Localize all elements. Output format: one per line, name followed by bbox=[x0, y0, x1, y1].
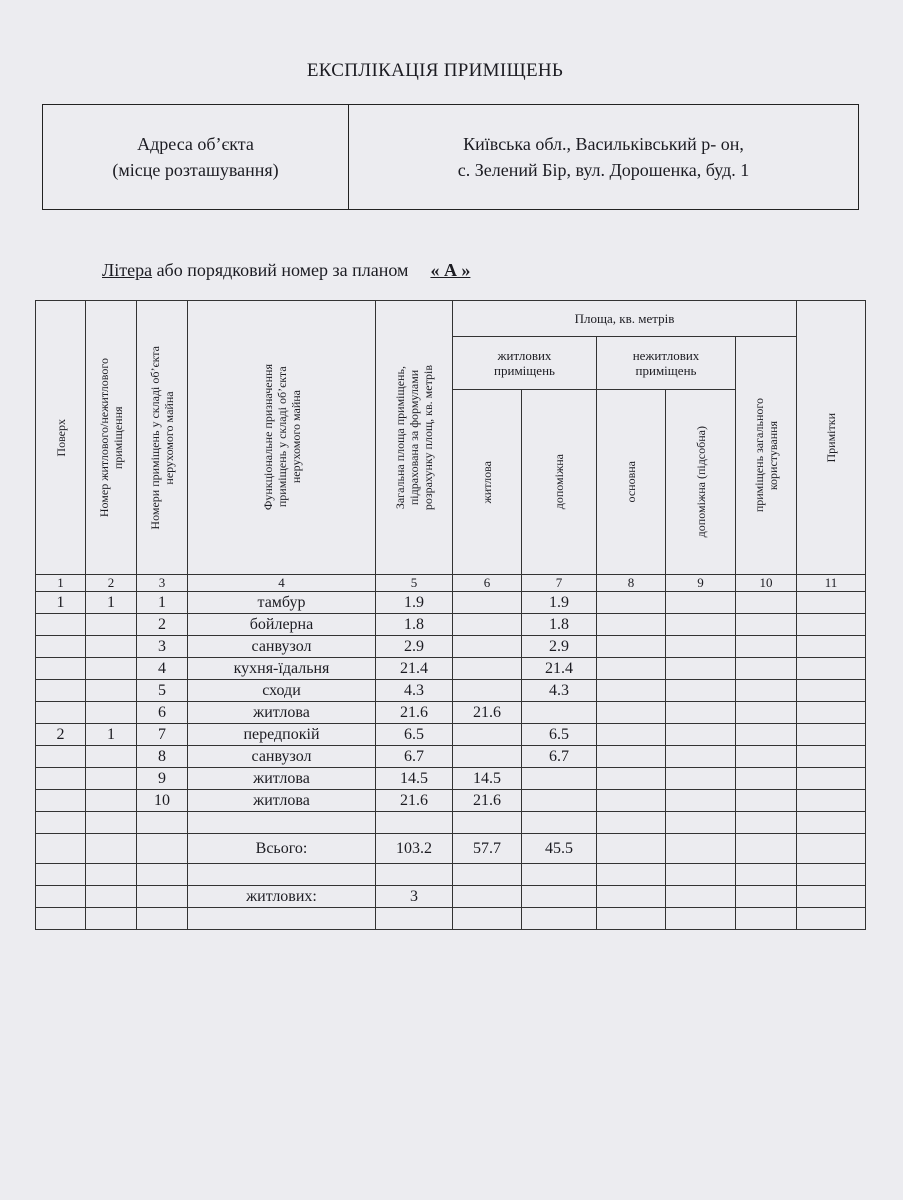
table-row bbox=[36, 680, 866, 702]
cell-floor bbox=[36, 834, 86, 864]
cell-empty bbox=[597, 614, 666, 636]
cell-living: 57.7 bbox=[453, 834, 522, 864]
cell-total bbox=[376, 812, 453, 834]
cell-empty bbox=[797, 864, 866, 886]
table-row bbox=[36, 614, 866, 636]
header-notes: Примітки bbox=[797, 301, 866, 575]
cell-empty bbox=[666, 768, 736, 790]
cell-empty bbox=[597, 908, 666, 930]
cell-empty bbox=[797, 768, 866, 790]
cell-apt bbox=[86, 614, 137, 636]
cell-total bbox=[376, 864, 453, 886]
cell-empty bbox=[797, 812, 866, 834]
cell-living: 21.6 bbox=[453, 790, 522, 812]
cell-auxiliary: 4.3 bbox=[522, 680, 597, 702]
cell-room bbox=[137, 886, 188, 908]
cell-empty bbox=[736, 886, 797, 908]
cell-total: 21.6 bbox=[376, 702, 453, 724]
cell-function bbox=[188, 864, 376, 886]
cell-room: 2 bbox=[137, 614, 188, 636]
col-num: 5 bbox=[376, 575, 453, 592]
cell-auxiliary bbox=[522, 886, 597, 908]
cell-apt bbox=[86, 658, 137, 680]
cell-empty bbox=[797, 724, 866, 746]
address-value-line1: Київська обл., Васильківський р- он, bbox=[463, 134, 744, 154]
address-label-cell bbox=[43, 105, 349, 209]
cell-living bbox=[453, 592, 522, 614]
cell-apt bbox=[86, 636, 137, 658]
cell-auxiliary bbox=[522, 702, 597, 724]
cell-apt bbox=[86, 812, 137, 834]
cell-room: 4 bbox=[137, 658, 188, 680]
cell-function: житлових: bbox=[188, 886, 376, 908]
header-room-numbers: Номери приміщень у складі об’єкта нерухомого майна bbox=[137, 301, 188, 575]
cell-empty bbox=[597, 886, 666, 908]
cell-total: 14.5 bbox=[376, 768, 453, 790]
cell-function bbox=[188, 908, 376, 930]
cell-empty bbox=[797, 834, 866, 864]
cell-empty bbox=[597, 746, 666, 768]
cell-living bbox=[453, 636, 522, 658]
cell-empty bbox=[736, 812, 797, 834]
table-row bbox=[36, 864, 866, 886]
cell-room: 1 bbox=[137, 592, 188, 614]
cell-empty bbox=[797, 886, 866, 908]
cell-apt: 1 bbox=[86, 724, 137, 746]
cell-empty bbox=[597, 812, 666, 834]
cell-function bbox=[188, 812, 376, 834]
cell-empty bbox=[797, 790, 866, 812]
table-row bbox=[36, 658, 866, 680]
cell-empty bbox=[666, 724, 736, 746]
cell-floor bbox=[36, 614, 86, 636]
header-auxiliary: допоміжна bbox=[522, 390, 597, 575]
cell-empty bbox=[666, 864, 736, 886]
cell-living: 21.6 bbox=[453, 702, 522, 724]
address-label-line1: Адреса об’єкта bbox=[137, 134, 254, 154]
cell-floor bbox=[36, 886, 86, 908]
cell-function: передпокій bbox=[188, 724, 376, 746]
cell-total: 21.4 bbox=[376, 658, 453, 680]
explication-table bbox=[35, 300, 866, 930]
cell-living: 14.5 bbox=[453, 768, 522, 790]
cell-empty bbox=[797, 592, 866, 614]
table-row bbox=[36, 886, 866, 908]
cell-auxiliary: 1.8 bbox=[522, 614, 597, 636]
header-living: житлова bbox=[453, 390, 522, 575]
table-row bbox=[36, 768, 866, 790]
cell-total: 103.2 bbox=[376, 834, 453, 864]
cell-empty bbox=[666, 614, 736, 636]
cell-empty bbox=[797, 702, 866, 724]
header-nonresidential: нежитлових приміщень bbox=[597, 337, 736, 390]
cell-apt bbox=[86, 746, 137, 768]
cell-empty bbox=[797, 614, 866, 636]
cell-auxiliary: 45.5 bbox=[522, 834, 597, 864]
cell-room: 5 bbox=[137, 680, 188, 702]
cell-total: 4.3 bbox=[376, 680, 453, 702]
cell-empty bbox=[666, 658, 736, 680]
cell-room bbox=[137, 908, 188, 930]
cell-floor bbox=[36, 658, 86, 680]
cell-empty bbox=[736, 768, 797, 790]
cell-function: Всього: bbox=[188, 834, 376, 864]
cell-empty bbox=[666, 908, 736, 930]
header-floor: Поверх bbox=[36, 301, 86, 575]
cell-room bbox=[137, 812, 188, 834]
cell-empty bbox=[597, 680, 666, 702]
cell-empty bbox=[597, 658, 666, 680]
cell-room bbox=[137, 834, 188, 864]
table-row bbox=[36, 636, 866, 658]
cell-apt bbox=[86, 886, 137, 908]
cell-auxiliary: 2.9 bbox=[522, 636, 597, 658]
litera-value: « А » bbox=[430, 260, 471, 280]
header-apt-number: Номер житлового/нежитлового приміщення bbox=[86, 301, 137, 575]
litera-label-underlined: Літера bbox=[102, 260, 153, 280]
cell-floor bbox=[36, 636, 86, 658]
cell-empty bbox=[666, 680, 736, 702]
cell-floor bbox=[36, 812, 86, 834]
header-residential: житлових приміщень bbox=[453, 337, 597, 390]
cell-function: кухня-їдальня bbox=[188, 658, 376, 680]
cell-empty bbox=[666, 636, 736, 658]
cell-room: 10 bbox=[137, 790, 188, 812]
cell-room: 8 bbox=[137, 746, 188, 768]
litera-label-rest: або порядковий номер за планом bbox=[152, 260, 409, 280]
cell-floor bbox=[36, 790, 86, 812]
cell-living bbox=[453, 614, 522, 636]
cell-empty bbox=[736, 724, 797, 746]
cell-floor: 1 bbox=[36, 592, 86, 614]
cell-apt bbox=[86, 790, 137, 812]
cell-floor bbox=[36, 908, 86, 930]
cell-function: житлова bbox=[188, 790, 376, 812]
cell-empty bbox=[666, 886, 736, 908]
document-title: ЕКСПЛІКАЦІЯ ПРИМІЩЕНЬ bbox=[306, 60, 564, 81]
cell-empty bbox=[736, 614, 797, 636]
address-value-cell bbox=[349, 105, 858, 209]
cell-room bbox=[137, 864, 188, 886]
cell-auxiliary bbox=[522, 812, 597, 834]
col-num: 2 bbox=[86, 575, 137, 592]
cell-auxiliary bbox=[522, 790, 597, 812]
col-num: 9 bbox=[666, 575, 736, 592]
cell-empty bbox=[736, 790, 797, 812]
cell-function: санвузол bbox=[188, 636, 376, 658]
cell-empty bbox=[736, 864, 797, 886]
cell-empty bbox=[597, 724, 666, 746]
cell-empty bbox=[597, 790, 666, 812]
cell-empty bbox=[736, 834, 797, 864]
cell-empty bbox=[797, 658, 866, 680]
col-num: 3 bbox=[137, 575, 188, 592]
cell-total: 2.9 bbox=[376, 636, 453, 658]
cell-empty bbox=[597, 702, 666, 724]
cell-empty bbox=[666, 834, 736, 864]
col-num: 7 bbox=[522, 575, 597, 592]
cell-empty bbox=[736, 636, 797, 658]
cell-empty bbox=[597, 636, 666, 658]
cell-auxiliary bbox=[522, 908, 597, 930]
cell-empty bbox=[666, 812, 736, 834]
cell-empty bbox=[666, 790, 736, 812]
cell-empty bbox=[736, 702, 797, 724]
address-label-line2: (місце розташування) bbox=[112, 160, 279, 180]
col-num: 8 bbox=[597, 575, 666, 592]
cell-living bbox=[453, 658, 522, 680]
cell-floor bbox=[36, 680, 86, 702]
cell-auxiliary: 1.9 bbox=[522, 592, 597, 614]
cell-living bbox=[453, 812, 522, 834]
cell-empty bbox=[597, 592, 666, 614]
cell-total: 3 bbox=[376, 886, 453, 908]
cell-function: санвузол bbox=[188, 746, 376, 768]
cell-living bbox=[453, 864, 522, 886]
cell-auxiliary: 6.5 bbox=[522, 724, 597, 746]
col-num: 6 bbox=[453, 575, 522, 592]
cell-apt bbox=[86, 680, 137, 702]
cell-empty bbox=[797, 746, 866, 768]
table-row bbox=[36, 790, 866, 812]
cell-empty bbox=[736, 658, 797, 680]
table-row bbox=[36, 724, 866, 746]
litera-line bbox=[102, 260, 470, 281]
cell-auxiliary bbox=[522, 864, 597, 886]
cell-room: 6 bbox=[137, 702, 188, 724]
cell-auxiliary: 21.4 bbox=[522, 658, 597, 680]
cell-room: 3 bbox=[137, 636, 188, 658]
header-area-group: Площа, кв. метрів bbox=[453, 301, 797, 337]
cell-empty bbox=[597, 864, 666, 886]
cell-apt bbox=[86, 768, 137, 790]
cell-total: 21.6 bbox=[376, 790, 453, 812]
cell-empty bbox=[666, 592, 736, 614]
col-num: 10 bbox=[736, 575, 797, 592]
cell-total: 6.5 bbox=[376, 724, 453, 746]
cell-apt bbox=[86, 908, 137, 930]
cell-empty bbox=[797, 908, 866, 930]
col-num: 4 bbox=[188, 575, 376, 592]
col-num: 1 bbox=[36, 575, 86, 592]
cell-empty bbox=[597, 834, 666, 864]
cell-living bbox=[453, 886, 522, 908]
cell-apt bbox=[86, 702, 137, 724]
cell-room: 9 bbox=[137, 768, 188, 790]
cell-living bbox=[453, 746, 522, 768]
table-row bbox=[36, 812, 866, 834]
col-num: 11 bbox=[797, 575, 866, 592]
header-total-area: Загальна площа приміщень, підрахована за формулами розрахунку площ, кв. метрів bbox=[376, 301, 453, 575]
header-common-use: приміщень загального користування bbox=[736, 337, 797, 575]
cell-room: 7 bbox=[137, 724, 188, 746]
cell-floor bbox=[36, 702, 86, 724]
cell-floor bbox=[36, 746, 86, 768]
table-row bbox=[36, 908, 866, 930]
cell-auxiliary bbox=[522, 768, 597, 790]
cell-total: 6.7 bbox=[376, 746, 453, 768]
cell-empty bbox=[736, 680, 797, 702]
cell-total bbox=[376, 908, 453, 930]
cell-empty bbox=[736, 908, 797, 930]
cell-empty bbox=[736, 746, 797, 768]
cell-empty bbox=[666, 702, 736, 724]
cell-floor bbox=[36, 864, 86, 886]
header-auxiliary-basement: допоміжна (підсобна) bbox=[666, 390, 736, 575]
header-main: основна bbox=[597, 390, 666, 575]
cell-function: тамбур bbox=[188, 592, 376, 614]
cell-function: бойлерна bbox=[188, 614, 376, 636]
cell-living bbox=[453, 680, 522, 702]
address-value-line2: с. Зелений Бір, вул. Дорошенка, буд. 1 bbox=[457, 160, 750, 180]
cell-empty bbox=[666, 746, 736, 768]
cell-auxiliary: 6.7 bbox=[522, 746, 597, 768]
cell-empty bbox=[597, 768, 666, 790]
table-row bbox=[36, 834, 866, 864]
column-numbers-row bbox=[36, 575, 866, 592]
table-body bbox=[36, 592, 866, 930]
cell-empty bbox=[736, 592, 797, 614]
cell-living bbox=[453, 724, 522, 746]
header-function: Функціональне призначення приміщень у складі об’єкта нерухомого майна bbox=[188, 301, 376, 575]
cell-total: 1.9 bbox=[376, 592, 453, 614]
address-box bbox=[42, 104, 859, 210]
table-row bbox=[36, 592, 866, 614]
cell-empty bbox=[797, 680, 866, 702]
cell-floor bbox=[36, 768, 86, 790]
cell-function: житлова bbox=[188, 768, 376, 790]
cell-floor: 2 bbox=[36, 724, 86, 746]
cell-living bbox=[453, 908, 522, 930]
cell-function: сходи bbox=[188, 680, 376, 702]
cell-empty bbox=[797, 636, 866, 658]
table-row bbox=[36, 746, 866, 768]
table-row bbox=[36, 702, 866, 724]
cell-apt bbox=[86, 864, 137, 886]
cell-apt: 1 bbox=[86, 592, 137, 614]
cell-total: 1.8 bbox=[376, 614, 453, 636]
cell-apt bbox=[86, 834, 137, 864]
cell-function: житлова bbox=[188, 702, 376, 724]
